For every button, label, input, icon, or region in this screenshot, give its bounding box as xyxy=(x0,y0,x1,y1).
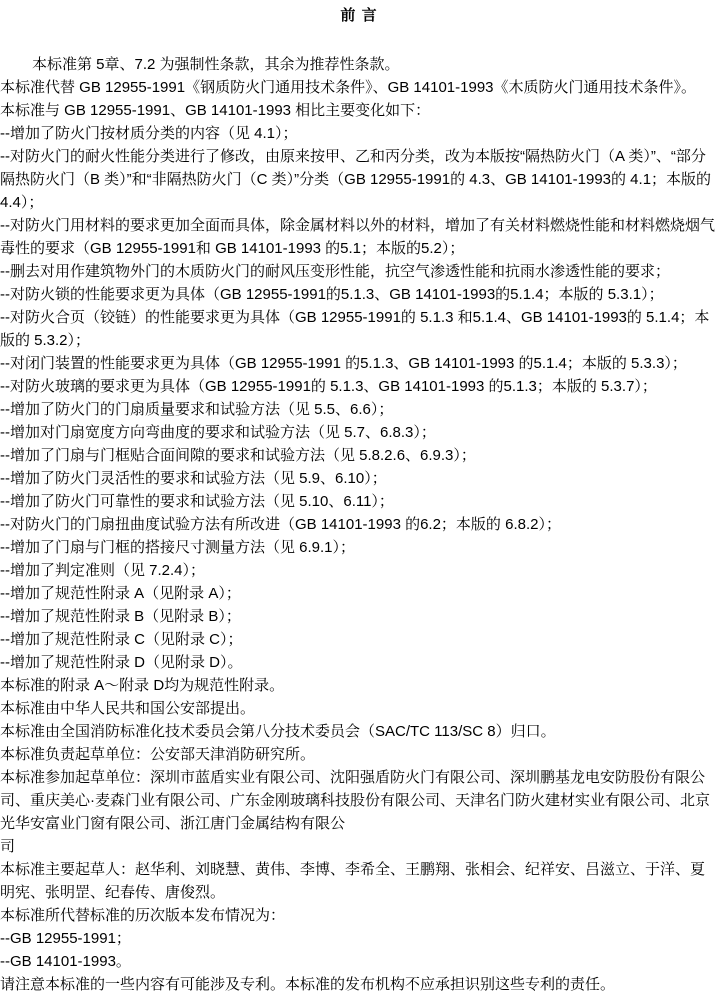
paragraph: --增加了门扇与门框贴合面间隙的要求和试验方法（见 5.8.2.6、6.9.3）； xyxy=(0,447,476,464)
paragraph: --增加了防火门的门扇质量要求和试验方法（见 5.5、6.6）； xyxy=(0,401,394,418)
paragraph: --删去对用作建筑物外门的木质防火门的耐风压变形性能，抗空气渗透性能和抗雨水渗透性能的要求； xyxy=(0,263,670,280)
paragraph: --增加对门扇宽度方向弯曲度的要求和试验方法（见 5.7、6.8.3）； xyxy=(0,424,436,441)
paragraph: 本标准与 GB 12955-1991、GB 14101-1993 相比主要变化如下： xyxy=(0,102,431,119)
paragraph: 本标准第 5章、7.2 为强制性条款，其余为推荐性条款。 xyxy=(32,56,400,73)
paragraph: --GB 12955-1991； xyxy=(0,930,131,947)
paragraph: --对闭门装置的性能要求更为具体（GB 12955-1991 的5.1.3、GB 14101-1993 的5.1.4；本版的 5.3.3）； xyxy=(0,355,687,372)
paragraph: 本标准所代替标准的历次版本发布情况为： xyxy=(0,907,286,924)
paragraph: --增加了防火门灵活性的要求和试验方法（见 5.9、6.10）； xyxy=(0,470,387,487)
paragraph: 请注意本标准的一些内容有可能涉及专利。本标准的发布机构不应承担识别这些专利的责任。 xyxy=(0,976,616,993)
page-title: 前 言 xyxy=(340,7,378,24)
paragraph: 司 xyxy=(0,838,16,855)
paragraph: 本标准由全国消防标准化技术委员会第八分技术委员会（SAC/TC 113/SC 8）归口。 xyxy=(0,723,556,740)
paragraph: 本标准由中华人民共和国公安部提出。 xyxy=(0,700,256,717)
paragraph: --增加了防火门按材质分类的内容（见 4.1）； xyxy=(0,125,298,142)
paragraph: --对防火玻璃的要求更为具体（GB 12955-1991的 5.1.3、GB 14101-1993 的5.1.3；本版的 5.3.7）； xyxy=(0,378,657,395)
paragraph: --增加了规范性附录 D（见附录 D）。 xyxy=(0,654,243,671)
paragraph: --GB 14101-1993。 xyxy=(0,953,131,970)
paragraph: --增加了规范性附录 C（见附录 C）； xyxy=(0,631,243,648)
paragraph: --对防火门的耐火性能分类进行了修改，由原来按甲、乙和丙分类，改为本版按“隔热防火门（A 类）”、“部分隔热防火门（B 类）”和“非隔热防火门（C 类）”分类（GB 12955-1991的 4.3、GB 14101-1993的 4.1；本版的 4.4）； xyxy=(0,148,712,211)
paragraph: --对防火合页（铰链）的性能要求更为具体（GB 12955-1991的 5.1.3 和5.1.4、GB 14101-1993的 5.1.4；本版的 5.3.2）； xyxy=(0,309,710,349)
paragraph: --增加了判定准则（见 7.2.4）； xyxy=(0,562,206,579)
paragraph: --增加了规范性附录 A（见附录 A）； xyxy=(0,585,241,602)
paragraph: --增加了规范性附录 B（见附录 B）； xyxy=(0,608,241,625)
paragraph: --对防火门用材料的要求更加全面而具体，除金属材料以外的材料，增加了有关材料燃烧性能和材料燃烧烟气毒性的要求（GB 12955-1991和 GB 14101-1993 的5.1；本版的5.2）； xyxy=(0,217,715,257)
paragraph: 本标准的附录 A～附录 D均为规范性附录。 xyxy=(0,677,285,694)
paragraph: --对防火门的门扇扭曲度试验方法有所改进（GB 14101-1993 的6.2；本版的 6.8.2）； xyxy=(0,516,561,533)
paragraph: --对防火锁的性能要求更为具体（GB 12955-1991的5.1.3、GB 14101-1993的5.1.4；本版的 5.3.1）； xyxy=(0,286,664,303)
paragraph: --增加了门扇与门框的搭接尺寸测量方法（见 6.9.1）； xyxy=(0,539,356,556)
paragraph: 本标准主要起草人：赵华利、刘晓慧、黄伟、李博、李希全、王鹏翔、张相会、纪祥安、吕滋立、于洋、夏明宪、张明罡、纪春传、唐俊烈。 xyxy=(0,861,706,901)
document-body xyxy=(0,53,718,996)
paragraph: 本标准负责起草单位：公安部天津消防研究所。 xyxy=(0,746,316,763)
paragraph: 本标准代替 GB 12955-1991《钢质防火门通用技术条件》、GB 14101-1993《木质防火门通用技术条件》。 xyxy=(0,79,697,96)
paragraph: 本标准参加起草单位：深圳市蓝盾实业有限公司、沈阳强盾防火门有限公司、深圳鹏基龙电安防股份有限公司、重庆美心·麦森门业有限公司、广东金刚玻璃科技股份有限公司、天津名门防火建材实业有限公司、北京光华安富业门窗有限公司、浙江唐门金属结构有限公 xyxy=(0,769,711,832)
paragraph: --增加了防火门可靠性的要求和试验方法（见 5.10、6.11）； xyxy=(0,493,394,510)
